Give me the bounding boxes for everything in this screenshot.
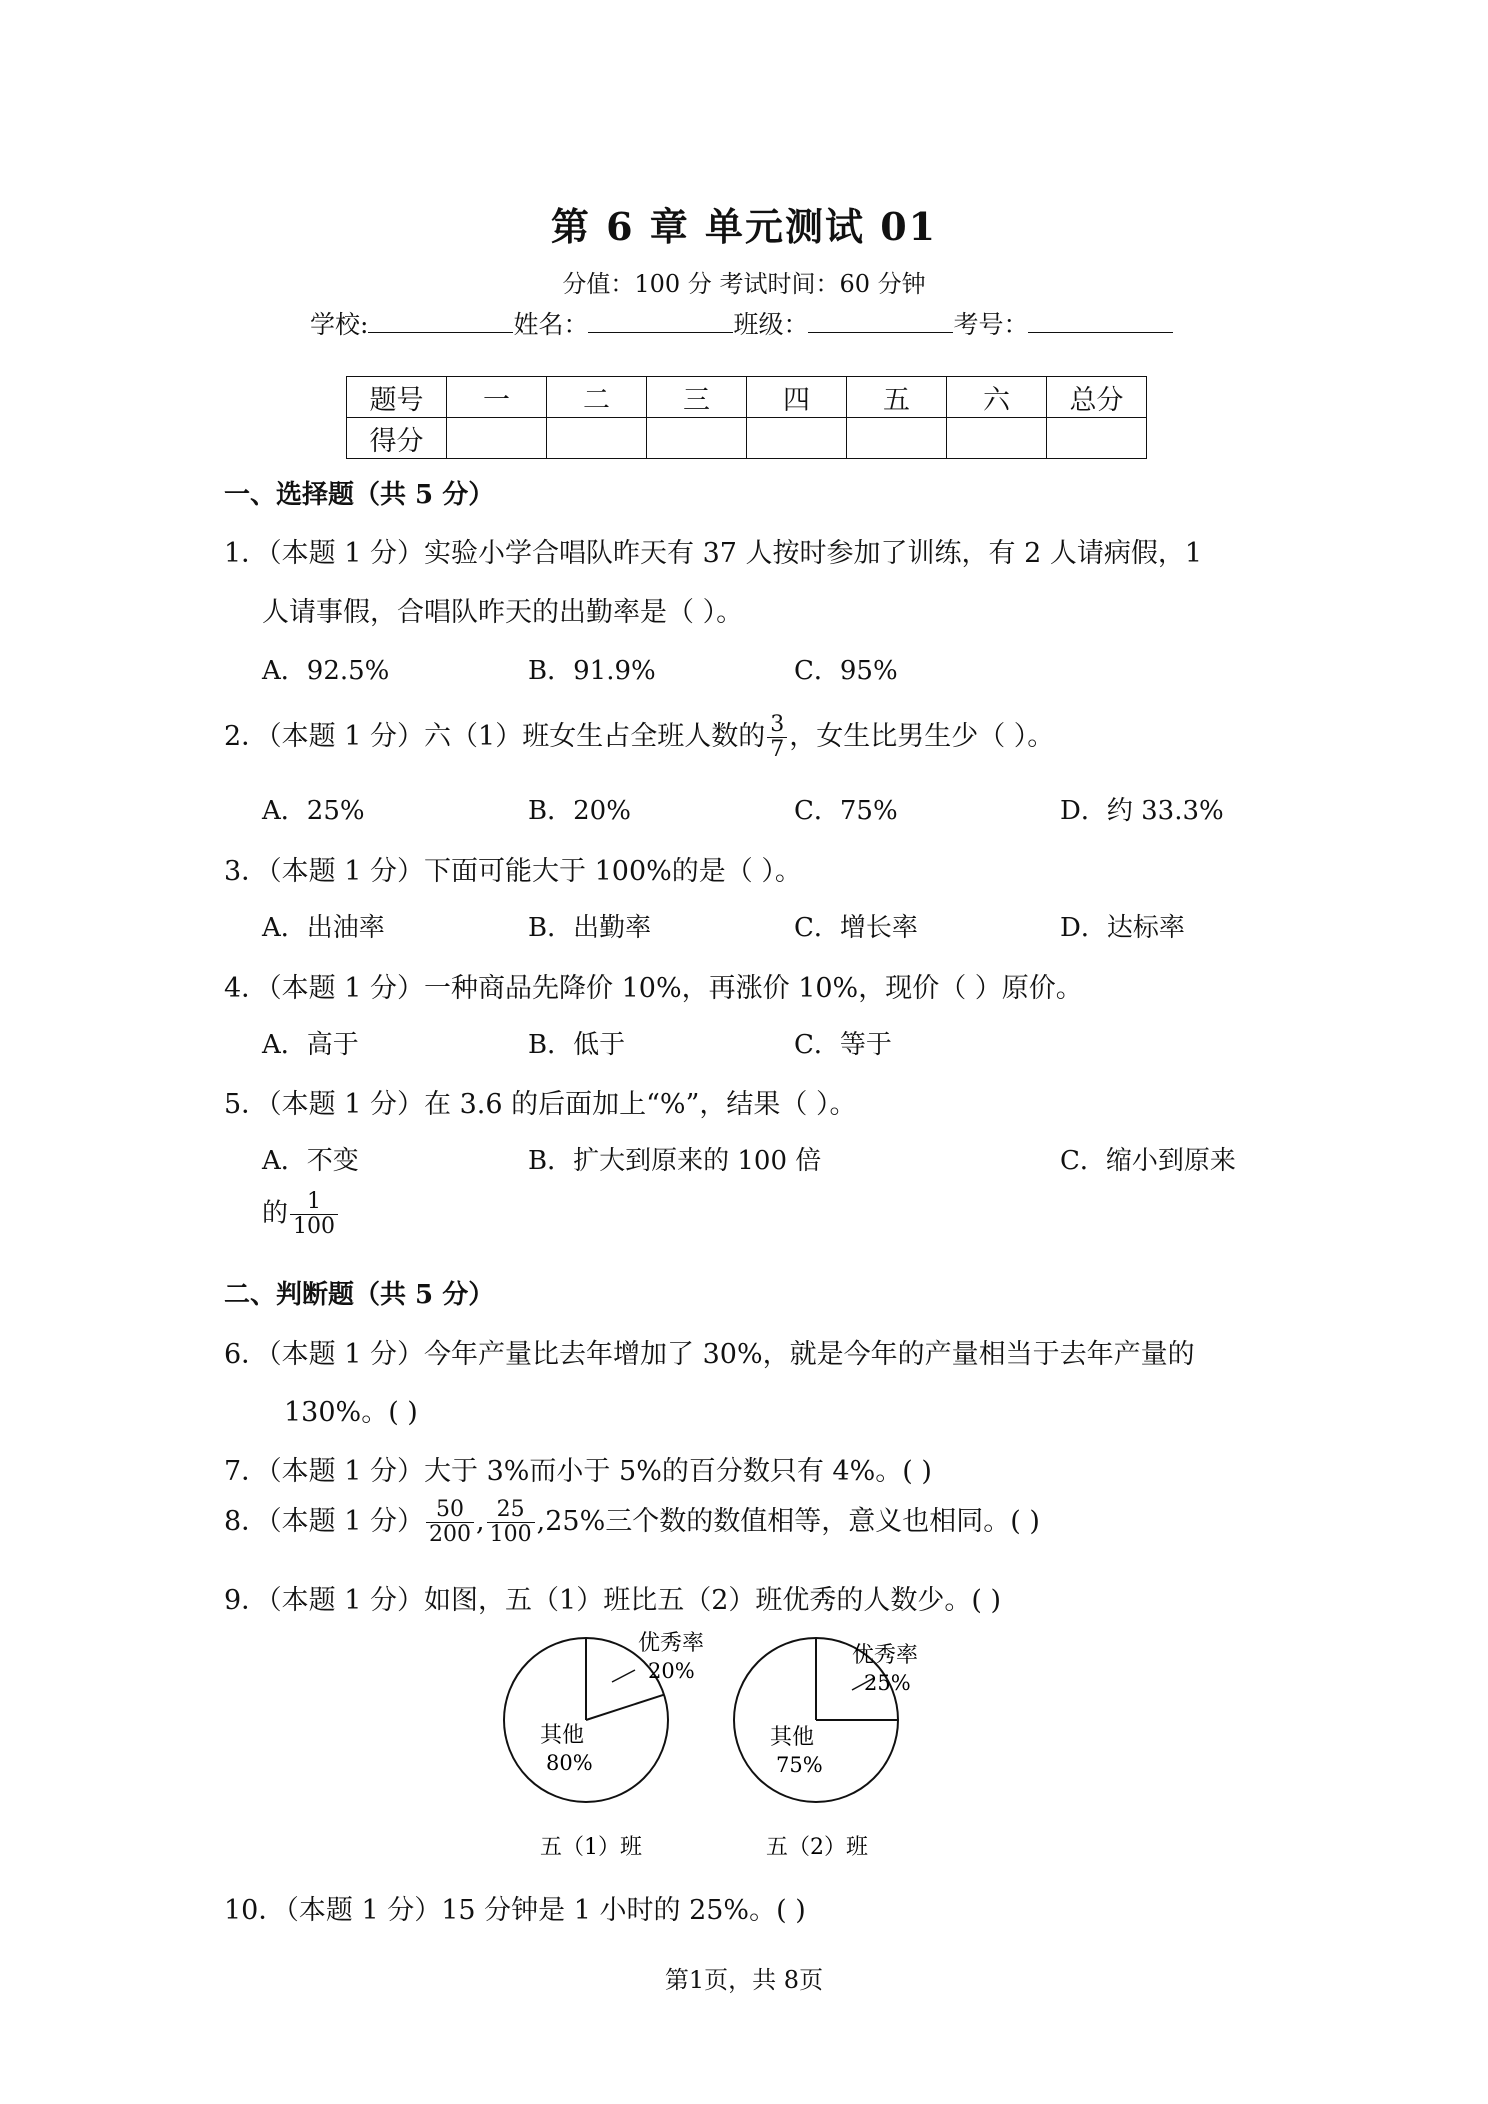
score-cell[interactable] bbox=[847, 418, 947, 459]
pie1-leader-line bbox=[612, 1670, 635, 1682]
question-9: 9．（本题 1 分）如图，五（1）班比五（2）班优秀的人数少。( ) bbox=[224, 1585, 1002, 1616]
q1-option-c[interactable]: C．95% bbox=[794, 656, 898, 686]
q5-option-c-continued bbox=[262, 1190, 340, 1239]
pie2-title: 五（2）班 bbox=[766, 1835, 868, 1860]
school-label: 学校: bbox=[310, 310, 369, 339]
question-1-line1: 1．（本题 1 分）实验小学合唱队昨天有 37 人按时参加了训练，有 2 人请病假，1 bbox=[224, 538, 1203, 569]
score-cell[interactable] bbox=[947, 418, 1047, 459]
q2-fraction bbox=[767, 713, 787, 762]
q3-option-d[interactable]: D．达标率 bbox=[1060, 913, 1185, 943]
page-title: 第 6 章 单元测试 01 bbox=[550, 204, 938, 249]
q5-option-c[interactable]: C．缩小到原来 bbox=[1060, 1146, 1236, 1176]
q8-f2-denominator: 100 bbox=[489, 1522, 532, 1548]
q8-prefix: 8．（本题 1 分） bbox=[224, 1506, 425, 1538]
question-1-line2: 人请事假，合唱队昨天的出勤率是（ ）。 bbox=[262, 597, 744, 628]
student-info-line bbox=[310, 305, 1173, 341]
question-8 bbox=[224, 1498, 1040, 1547]
q1-option-a[interactable]: A．92.5% bbox=[262, 656, 390, 686]
q8-comma: , bbox=[476, 1506, 485, 1538]
pie2-label-excellent: 优秀率 bbox=[852, 1643, 919, 1668]
q5-frac-denominator: 100 bbox=[293, 1214, 336, 1240]
q2-option-a[interactable]: A．25% bbox=[262, 796, 365, 826]
q8-f2-numerator: 25 bbox=[487, 1498, 535, 1523]
score-cell[interactable] bbox=[1047, 418, 1147, 459]
question-6-line2: 130%。( ) bbox=[284, 1397, 418, 1428]
question-2 bbox=[224, 713, 1054, 762]
q4-option-b[interactable]: B．低于 bbox=[528, 1030, 626, 1060]
exam-meta: 分值：100 分 考试时间：60 分钟 bbox=[562, 270, 926, 298]
pie2-label-other: 其他 bbox=[770, 1725, 815, 1750]
q2-option-d[interactable]: D．约 33.3% bbox=[1060, 796, 1224, 826]
question-10: 10．（本题 1 分）15 分钟是 1 小时的 25%。( ) bbox=[224, 1895, 806, 1926]
question-6-line1: 6．（本题 1 分）今年产量比去年增加了 30%，就是今年的产量相当于去年产量的 bbox=[224, 1339, 1195, 1370]
score-table-header-row bbox=[347, 377, 1147, 418]
page-footer: 第1页，共 8页 bbox=[664, 1966, 824, 1994]
pie-charts bbox=[490, 1620, 919, 1870]
q3-option-c[interactable]: C．增长率 bbox=[794, 913, 918, 943]
question-7: 7．（本题 1 分）大于 3%而小于 5%的百分数只有 4%。( ) bbox=[224, 1456, 932, 1487]
score-table-col: 五 bbox=[847, 377, 947, 418]
q1-option-b[interactable]: B．91.9% bbox=[528, 656, 656, 686]
q8-suffix: ,25%三个数的数值相等，意义也相同。( ) bbox=[536, 1506, 1040, 1538]
pie1-title: 五（1）班 bbox=[540, 1835, 642, 1860]
score-cell[interactable] bbox=[547, 418, 647, 459]
score-table-col: 四 bbox=[747, 377, 847, 418]
score-table-col: 三 bbox=[647, 377, 747, 418]
section-2-title: 二、判断题（共 5 分） bbox=[224, 1280, 495, 1310]
q3-option-a[interactable]: A．出油率 bbox=[262, 913, 385, 943]
pie1-label-other: 其他 bbox=[540, 1723, 585, 1748]
score-cell[interactable] bbox=[747, 418, 847, 459]
name-label: 姓名： bbox=[513, 310, 589, 339]
score-cell[interactable] bbox=[447, 418, 547, 459]
score-table-col: 总分 bbox=[1047, 377, 1147, 418]
score-table-score-row bbox=[347, 418, 1147, 459]
q4-option-c[interactable]: C．等于 bbox=[794, 1030, 892, 1060]
question-5: 5．（本题 1 分）在 3.6 的后面加上“%”，结果（ ）。 bbox=[224, 1089, 857, 1120]
score-table bbox=[346, 376, 1147, 459]
score-table-col: 六 bbox=[947, 377, 1047, 418]
pie2-value-other: 75% bbox=[776, 1753, 823, 1777]
question-3: 3．（本题 1 分）下面可能大于 100%的是（ ）。 bbox=[224, 856, 802, 887]
q5-frac-numerator: 1 bbox=[290, 1190, 338, 1215]
exam-no-blank[interactable] bbox=[1028, 306, 1173, 333]
q2-frac-denominator: 7 bbox=[770, 737, 785, 763]
q8-f1-denominator: 200 bbox=[429, 1522, 472, 1548]
q4-option-a[interactable]: A．高于 bbox=[262, 1030, 359, 1060]
score-table-row-label: 题号 bbox=[347, 377, 447, 418]
school-blank[interactable] bbox=[368, 306, 513, 333]
pie-chart-class-2 bbox=[734, 1638, 918, 1860]
section-1-title: 一、选择题（共 5 分） bbox=[224, 480, 495, 510]
q5-c-cont-text: 的 bbox=[262, 1198, 289, 1229]
q2-option-b[interactable]: B．20% bbox=[528, 796, 631, 826]
q2-text-before: 2．（本题 1 分）六（1）班女生占全班人数的 bbox=[224, 721, 766, 753]
q5-option-a[interactable]: A．不变 bbox=[262, 1146, 359, 1176]
score-table-col: 二 bbox=[547, 377, 647, 418]
score-table-row-label: 得分 bbox=[347, 418, 447, 459]
q2-option-c[interactable]: C．75% bbox=[794, 796, 898, 826]
exam-no-label: 考号： bbox=[953, 310, 1029, 339]
pie1-value-excellent: 20% bbox=[648, 1659, 695, 1683]
q8-fraction-1 bbox=[426, 1498, 474, 1547]
q8-fraction-2 bbox=[487, 1498, 535, 1547]
score-table-col: 一 bbox=[447, 377, 547, 418]
class-blank[interactable] bbox=[808, 306, 953, 333]
pie1-slice-edge bbox=[586, 1695, 664, 1720]
q3-option-b[interactable]: B．出勤率 bbox=[528, 913, 652, 943]
question-4: 4．（本题 1 分）一种商品先降价 10%，再涨价 10%，现价（ ）原价。 bbox=[224, 973, 1083, 1004]
q8-f1-numerator: 50 bbox=[426, 1498, 474, 1523]
q2-frac-numerator: 3 bbox=[767, 713, 787, 738]
q5-option-b[interactable]: B．扩大到原来的 100 倍 bbox=[528, 1146, 822, 1176]
score-cell[interactable] bbox=[647, 418, 747, 459]
q5-fraction bbox=[290, 1190, 338, 1239]
q2-text-after: ，女生比男生少（ ）。 bbox=[789, 721, 1055, 753]
pie2-value-excellent: 25% bbox=[864, 1671, 911, 1695]
class-label: 班级： bbox=[733, 310, 809, 339]
pie1-label-excellent: 优秀率 bbox=[638, 1631, 705, 1656]
name-blank[interactable] bbox=[588, 306, 733, 333]
pie-chart-class-1 bbox=[504, 1631, 704, 1860]
pie1-value-other: 80% bbox=[546, 1751, 593, 1775]
